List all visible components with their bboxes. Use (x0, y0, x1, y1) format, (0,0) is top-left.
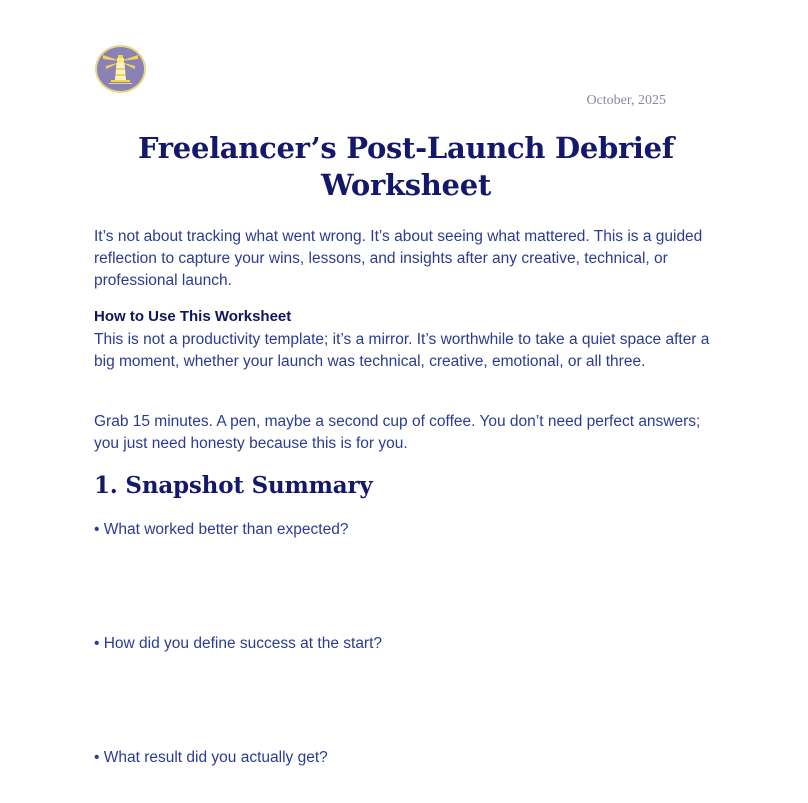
how-to-paragraph: This is not a productivity template; it’s a mirror. It’s worthwhile to take a quiet space after a big moment, whether your launch was technical, creative, emotional, or all three. (94, 331, 710, 370)
intro-paragraph: It’s not about tracking what went wrong. It’s about seeing what mattered. This is a guided reflection to capture your wins, lessons, and insights after any creative, technical, or professional launch. (94, 228, 703, 289)
section-heading: 1. Snapshot Summary (94, 472, 373, 499)
page-title: Freelancer’s Post-Launch Debrief Worksheet (138, 131, 674, 202)
question-item: • How did you define success at the start? (94, 635, 383, 652)
question-item: • What worked better than expected? (94, 521, 349, 538)
lighthouse-logo-icon (95, 45, 146, 93)
question-item: • What result did you actually get? (94, 749, 328, 766)
document-date: October, 2025 (586, 93, 666, 108)
how-to-heading: How to Use This Worksheet (94, 308, 292, 325)
how-to-paragraph: Grab 15 minutes. A pen, maybe a second cup of coffee. You don’t need perfect answers; you just need honesty because this is for you. (94, 413, 701, 452)
